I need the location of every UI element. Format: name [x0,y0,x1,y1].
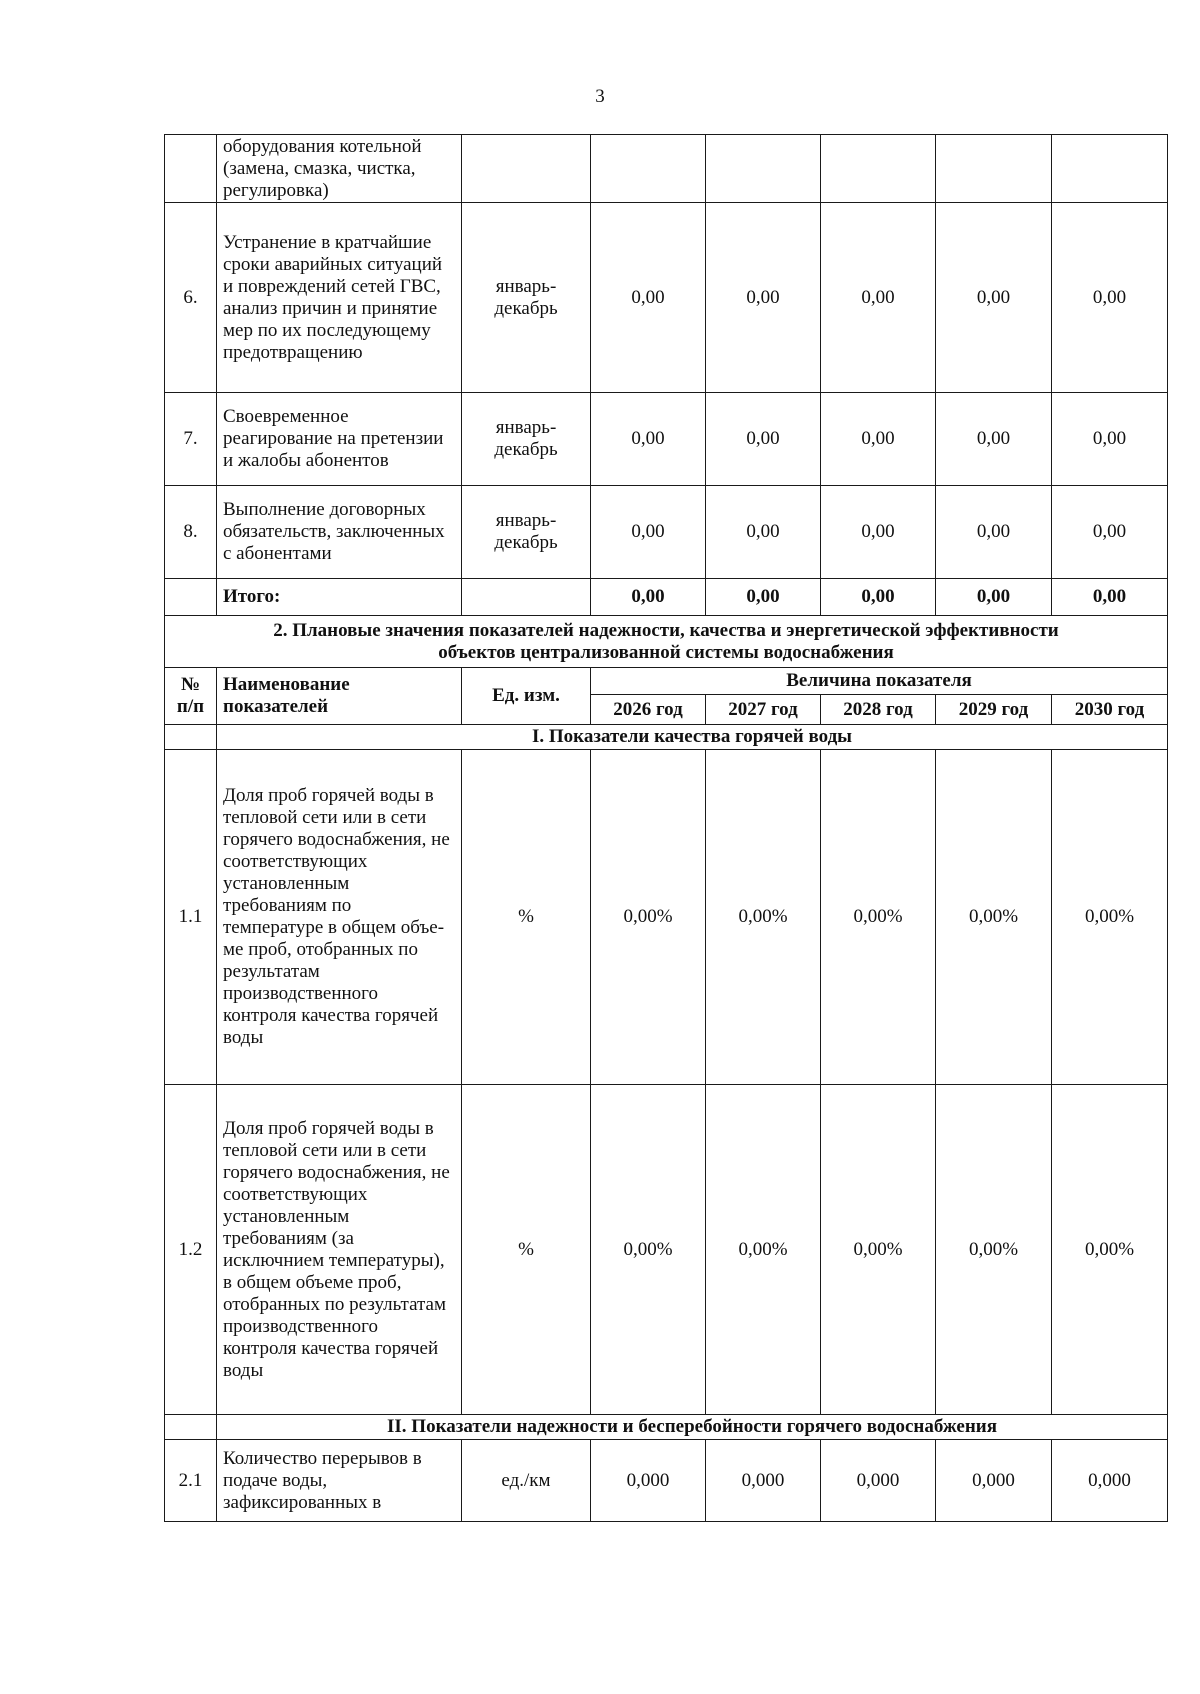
table-row [165,393,1168,486]
value-cell: 0,00 [1052,486,1168,579]
value-cell: 0,00% [936,1085,1052,1415]
header-name: Наименование показателей [217,668,462,725]
value-cell: 0,00% [1052,750,1168,1085]
value-cell: 0,000 [1052,1440,1168,1522]
section-title: 2. Плановые значения показателей надежности, качества и энергетической эффективности объектов централизованной системы водоснабжения [165,616,1168,668]
row-name: Доля проб горячей воды в тепловой сети или в сети горячего водоснабжения, не соответствующих установленным требованиям (за исключнием температуры), в общем объеме проб, отобранных по результатам производственного контроля качества горячей воды [217,1085,462,1415]
value-cell: 0,00 [1052,393,1168,486]
value-cell: 0,000 [591,1440,706,1522]
section-title-row [165,616,1168,668]
table-row [165,486,1168,579]
total-value: 0,00 [936,579,1052,616]
header-num: № п/п [165,668,217,725]
value-cell: 0,000 [821,1440,936,1522]
row-unit: % [462,1085,591,1415]
row-period: январь-декабрь [462,486,591,579]
row-name: Устранение в кратчайшие сроки аварийных ситуаций и повреждений сетей ГВС, анализ причин и принятие мер по их последующему предотвращению [217,203,462,393]
value-cell: 0,00 [706,393,821,486]
value-cell: 0,00% [821,1085,936,1415]
row-number: 2.1 [165,1440,217,1522]
value-cell: 0,00% [591,1085,706,1415]
row-number: 1.1 [165,750,217,1085]
value-cell: 0,00% [706,750,821,1085]
value-cell: 0,00 [591,203,706,393]
row-name: Выполнение договорных обязательств, заключенных с абонентами [217,486,462,579]
value-cell: 0,00 [706,203,821,393]
value-cell: 0,00 [936,393,1052,486]
group-title: II. Показатели надежности и бесперебойности горячего водоснабжения [217,1415,1168,1440]
value-cell: 0,000 [936,1440,1052,1522]
value-cell: 0,00% [821,750,936,1085]
value-cell: 0,00% [1052,1085,1168,1415]
value-cell: 0,00 [936,203,1052,393]
table-row [165,203,1168,393]
value-cell: 0,000 [706,1440,821,1522]
total-value: 0,00 [591,579,706,616]
value-cell: 0,00 [706,486,821,579]
row-name: Количество перерывов в подаче воды, зафиксированных в [217,1440,462,1522]
row-name: Доля проб горячей воды в тепловой сети или в сети горячего водоснабжения, не соответствующих установленным требованиям по температуре в общем объе-ме проб, отобранных по результатам производственного контроля качества горячей воды [217,750,462,1085]
group-title-row [165,725,1168,750]
value-cell: 0,00 [821,393,936,486]
row-period: январь-декабрь [462,393,591,486]
value-cell: 0,00 [936,486,1052,579]
row-number: 1.2 [165,1085,217,1415]
row-unit: ед./км [462,1440,591,1522]
header-year: 2030 год [1052,695,1168,725]
row-number: 7. [165,393,217,486]
total-label: Итого: [217,579,462,616]
group-title: I. Показатели качества горячей воды [217,725,1168,750]
plan-table [164,134,1168,1522]
total-value: 0,00 [706,579,821,616]
header-year: 2029 год [936,695,1052,725]
page-number: 3 [595,86,605,107]
table-row [165,750,1168,1085]
header-value-group: Величина показателя [591,668,1168,695]
row-name: оборудования котельной (замена, смазка, чистка, регулировка) [217,135,462,203]
group-title-row [165,1415,1168,1440]
table-row [165,135,1168,203]
row-name: Своевременное реагирование на претензии и жалобы абонентов [217,393,462,486]
table-row [165,1085,1168,1415]
table-row [165,1440,1168,1522]
row-number [165,135,217,203]
header-year: 2027 год [706,695,821,725]
total-value: 0,00 [821,579,936,616]
value-cell: 0,00 [591,486,706,579]
value-cell: 0,00% [936,750,1052,1085]
header-year: 2028 год [821,695,936,725]
value-cell: 0,00% [591,750,706,1085]
value-cell: 0,00 [821,486,936,579]
row-number: 6. [165,203,217,393]
row-number: 8. [165,486,217,579]
total-value: 0,00 [1052,579,1168,616]
value-cell: 0,00 [1052,203,1168,393]
total-row [165,579,1168,616]
value-cell: 0,00 [821,203,936,393]
value-cell: 0,00% [706,1085,821,1415]
header-row [165,668,1168,695]
header-year: 2026 год [591,695,706,725]
header-unit: Ед. изм. [462,668,591,725]
value-cell: 0,00 [591,393,706,486]
row-unit: % [462,750,591,1085]
row-period: январь-декабрь [462,203,591,393]
